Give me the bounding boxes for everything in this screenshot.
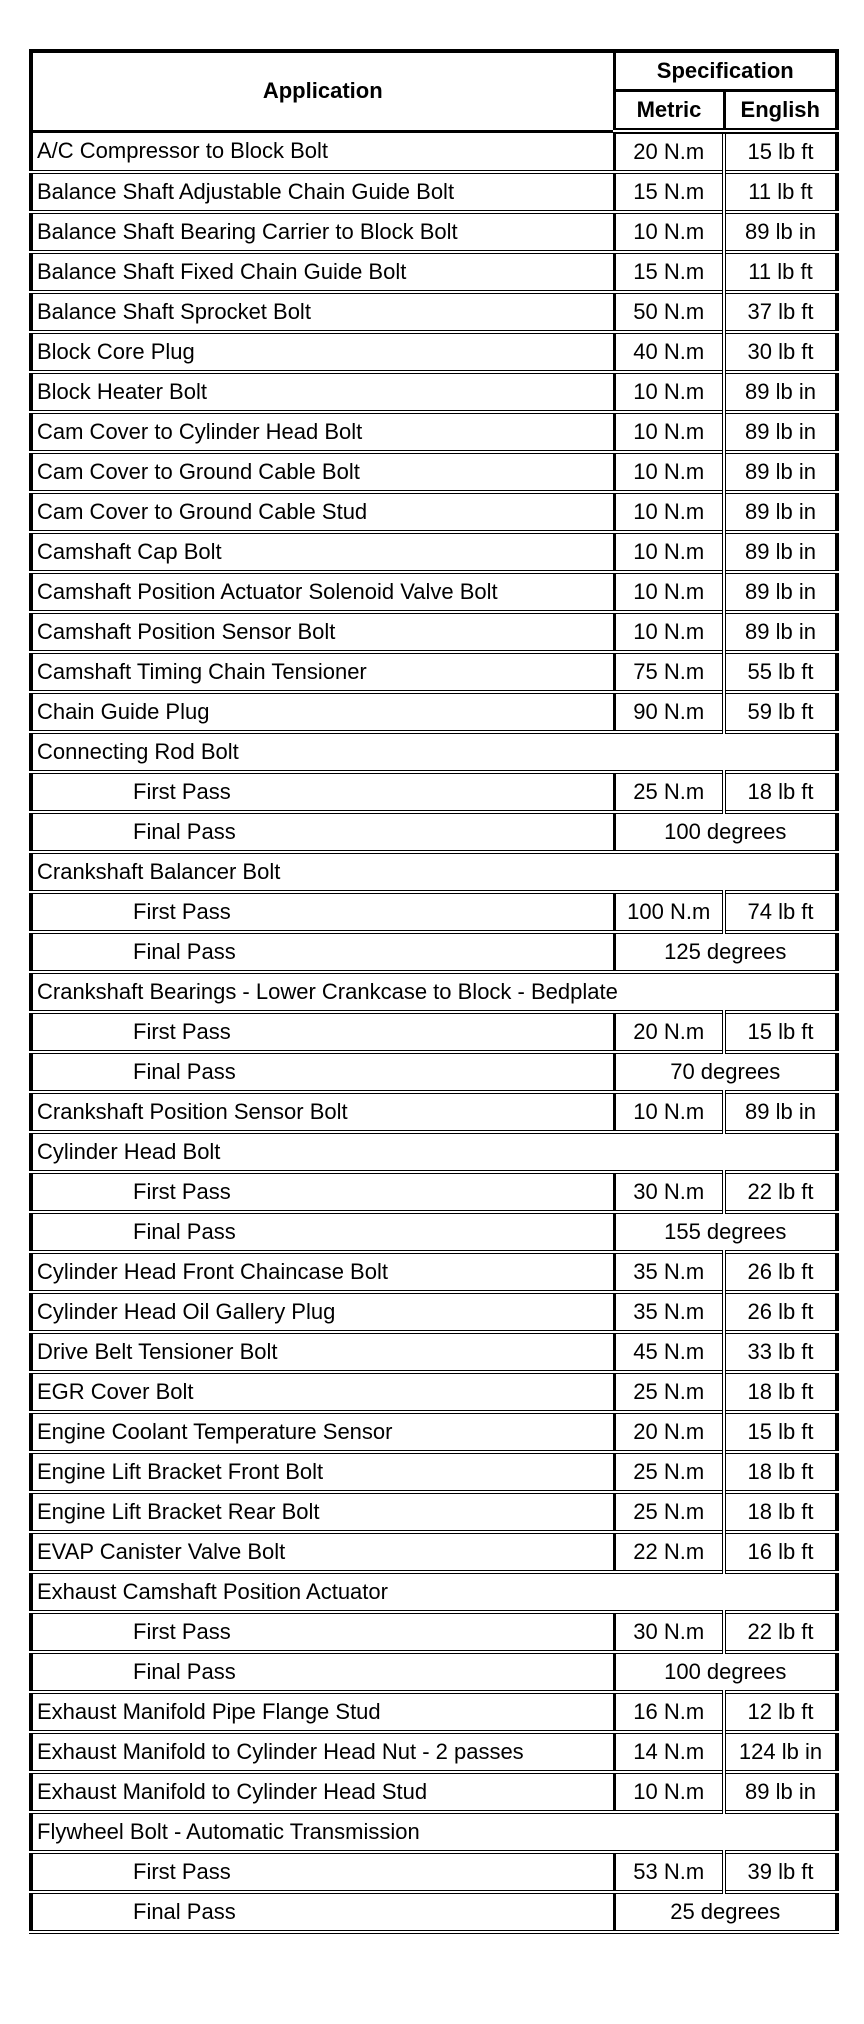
english-value: 18 lb ft [724, 1452, 837, 1492]
metric-value: 53 N.m [614, 1852, 724, 1892]
application-label: Camshaft Position Actuator Solenoid Valve Bolt [31, 572, 614, 612]
pass-label: Final Pass [31, 932, 614, 972]
english-value: 89 lb in [724, 372, 837, 412]
english-value: 18 lb ft [724, 772, 837, 812]
metric-value: 25 N.m [614, 1372, 724, 1412]
english-value: 11 lb ft [724, 172, 837, 212]
table-row [31, 572, 837, 612]
metric-value: 16 N.m [614, 1692, 724, 1732]
table-row [31, 652, 837, 692]
english-value: 30 lb ft [724, 332, 837, 372]
application-label: Cam Cover to Ground Cable Bolt [31, 452, 614, 492]
english-value: 89 lb in [724, 412, 837, 452]
table-row [31, 612, 837, 652]
pass-label: First Pass [31, 892, 614, 932]
application-label: Cylinder Head Oil Gallery Plug [31, 1292, 614, 1332]
application-label: Balance Shaft Fixed Chain Guide Bolt [31, 252, 614, 292]
metric-value: 10 N.m [614, 1092, 724, 1132]
torque-spec-table [29, 49, 839, 1934]
angle-value: 100 degrees [614, 1652, 837, 1692]
table-row [31, 492, 837, 532]
application-label: Balance Shaft Sprocket Bolt [31, 292, 614, 332]
table-row [31, 732, 837, 772]
metric-value: 30 N.m [614, 1612, 724, 1652]
metric-value: 10 N.m [614, 532, 724, 572]
table-row [31, 1292, 837, 1332]
application-label: Camshaft Timing Chain Tensioner [31, 652, 614, 692]
application-label: Drive Belt Tensioner Bolt [31, 1332, 614, 1372]
application-label: Engine Lift Bracket Rear Bolt [31, 1492, 614, 1532]
angle-value: 155 degrees [614, 1212, 837, 1252]
table-row [31, 292, 837, 332]
table-row [31, 972, 837, 1012]
table-row [31, 1332, 837, 1372]
metric-value: 10 N.m [614, 372, 724, 412]
table-row [31, 1452, 837, 1492]
english-header: English [724, 91, 837, 132]
english-value: 11 lb ft [724, 252, 837, 292]
pass-label: First Pass [31, 1012, 614, 1052]
metric-value: 22 N.m [614, 1532, 724, 1572]
application-label: A/C Compressor to Block Bolt [31, 131, 614, 172]
application-label: Engine Lift Bracket Front Bolt [31, 1452, 614, 1492]
table-row [31, 1132, 837, 1172]
table-row [31, 1372, 837, 1412]
pass-label: First Pass [31, 1172, 614, 1212]
table-body [31, 131, 837, 1932]
metric-value: 35 N.m [614, 1292, 724, 1332]
pass-label: Final Pass [31, 1212, 614, 1252]
pass-label: Final Pass [31, 812, 614, 852]
metric-value: 30 N.m [614, 1172, 724, 1212]
metric-value: 15 N.m [614, 172, 724, 212]
application-label: Exhaust Manifold to Cylinder Head Nut - 2 passes [31, 1732, 614, 1772]
table-row [31, 772, 837, 812]
metric-value: 25 N.m [614, 772, 724, 812]
table-row [31, 131, 837, 172]
pass-label: First Pass [31, 772, 614, 812]
table-row [31, 1092, 837, 1132]
english-value: 15 lb ft [724, 1012, 837, 1052]
group-label: Exhaust Camshaft Position Actuator [31, 1572, 837, 1612]
angle-value: 70 degrees [614, 1052, 837, 1092]
metric-value: 35 N.m [614, 1252, 724, 1292]
english-value: 89 lb in [724, 1772, 837, 1812]
table-row [31, 412, 837, 452]
metric-value: 15 N.m [614, 252, 724, 292]
metric-value: 25 N.m [614, 1492, 724, 1532]
english-value: 18 lb ft [724, 1372, 837, 1412]
table-row [31, 1532, 837, 1572]
application-header: Application [31, 51, 614, 131]
table-row [31, 252, 837, 292]
table-row [31, 1892, 837, 1932]
application-label: Camshaft Cap Bolt [31, 532, 614, 572]
table-row [31, 1012, 837, 1052]
application-label: Exhaust Manifold to Cylinder Head Stud [31, 1772, 614, 1812]
table-row [31, 1172, 837, 1212]
english-value: 74 lb ft [724, 892, 837, 932]
metric-value: 20 N.m [614, 1012, 724, 1052]
group-label: Crankshaft Balancer Bolt [31, 852, 837, 892]
english-value: 124 lb in [724, 1732, 837, 1772]
table-row [31, 1612, 837, 1652]
english-value: 55 lb ft [724, 652, 837, 692]
english-value: 22 lb ft [724, 1172, 837, 1212]
english-value: 39 lb ft [724, 1852, 837, 1892]
english-value: 37 lb ft [724, 292, 837, 332]
metric-value: 20 N.m [614, 1412, 724, 1452]
group-label: Flywheel Bolt - Automatic Transmission [31, 1812, 837, 1852]
table-row [31, 532, 837, 572]
english-value: 16 lb ft [724, 1532, 837, 1572]
application-label: Balance Shaft Adjustable Chain Guide Bolt [31, 172, 614, 212]
pass-label: Final Pass [31, 1892, 614, 1932]
english-value: 59 lb ft [724, 692, 837, 732]
table-row [31, 1572, 837, 1612]
english-value: 89 lb in [724, 1092, 837, 1132]
english-value: 26 lb ft [724, 1252, 837, 1292]
group-label: Connecting Rod Bolt [31, 732, 837, 772]
angle-value: 100 degrees [614, 812, 837, 852]
application-label: Cam Cover to Ground Cable Stud [31, 492, 614, 532]
english-value: 15 lb ft [724, 131, 837, 172]
application-label: Crankshaft Position Sensor Bolt [31, 1092, 614, 1132]
application-label: Cam Cover to Cylinder Head Bolt [31, 412, 614, 452]
english-value: 15 lb ft [724, 1412, 837, 1452]
english-value: 26 lb ft [724, 1292, 837, 1332]
english-value: 12 lb ft [724, 1692, 837, 1732]
metric-value: 10 N.m [614, 412, 724, 452]
metric-value: 40 N.m [614, 332, 724, 372]
group-label: Crankshaft Bearings - Lower Crankcase to Block - Bedplate [31, 972, 837, 1012]
table-row [31, 852, 837, 892]
english-value: 33 lb ft [724, 1332, 837, 1372]
application-label: Camshaft Position Sensor Bolt [31, 612, 614, 652]
table-row [31, 1052, 837, 1092]
table-row [31, 812, 837, 852]
table-row [31, 892, 837, 932]
metric-value: 25 N.m [614, 1452, 724, 1492]
table-row [31, 1852, 837, 1892]
metric-value: 10 N.m [614, 572, 724, 612]
table-row [31, 1252, 837, 1292]
metric-value: 10 N.m [614, 452, 724, 492]
metric-value: 45 N.m [614, 1332, 724, 1372]
table-row [31, 1732, 837, 1772]
table-row [31, 1692, 837, 1732]
table-row [31, 692, 837, 732]
table-row [31, 932, 837, 972]
application-label: EVAP Canister Valve Bolt [31, 1532, 614, 1572]
english-value: 89 lb in [724, 212, 837, 252]
angle-value: 25 degrees [614, 1892, 837, 1932]
application-label: Balance Shaft Bearing Carrier to Block Bolt [31, 212, 614, 252]
pass-label: Final Pass [31, 1052, 614, 1092]
table-row [31, 1772, 837, 1812]
table-row [31, 212, 837, 252]
pass-label: First Pass [31, 1852, 614, 1892]
english-value: 89 lb in [724, 612, 837, 652]
metric-value: 14 N.m [614, 1732, 724, 1772]
application-label: Cylinder Head Front Chaincase Bolt [31, 1252, 614, 1292]
metric-value: 90 N.m [614, 692, 724, 732]
metric-value: 10 N.m [614, 612, 724, 652]
application-label: Block Heater Bolt [31, 372, 614, 412]
metric-value: 20 N.m [614, 131, 724, 172]
angle-value: 125 degrees [614, 932, 837, 972]
application-label: Block Core Plug [31, 332, 614, 372]
table-row [31, 1212, 837, 1252]
english-value: 22 lb ft [724, 1612, 837, 1652]
metric-value: 100 N.m [614, 892, 724, 932]
application-label: Chain Guide Plug [31, 692, 614, 732]
pass-label: First Pass [31, 1612, 614, 1652]
metric-value: 50 N.m [614, 292, 724, 332]
metric-value: 75 N.m [614, 652, 724, 692]
specification-header: Specification [614, 51, 837, 91]
table-row [31, 1812, 837, 1852]
metric-value: 10 N.m [614, 1772, 724, 1812]
english-value: 89 lb in [724, 572, 837, 612]
table-row [31, 1652, 837, 1692]
application-label: Exhaust Manifold Pipe Flange Stud [31, 1692, 614, 1732]
english-value: 18 lb ft [724, 1492, 837, 1532]
group-label: Cylinder Head Bolt [31, 1132, 837, 1172]
english-value: 89 lb in [724, 532, 837, 572]
table-row [31, 172, 837, 212]
metric-value: 10 N.m [614, 212, 724, 252]
english-value: 89 lb in [724, 452, 837, 492]
table-row [31, 452, 837, 492]
table-row [31, 1492, 837, 1532]
metric-value: 10 N.m [614, 492, 724, 532]
table-row [31, 372, 837, 412]
english-value: 89 lb in [724, 492, 837, 532]
application-label: EGR Cover Bolt [31, 1372, 614, 1412]
metric-header: Metric [614, 91, 724, 132]
table-row [31, 1412, 837, 1452]
application-label: Engine Coolant Temperature Sensor [31, 1412, 614, 1452]
pass-label: Final Pass [31, 1652, 614, 1692]
table-row [31, 332, 837, 372]
